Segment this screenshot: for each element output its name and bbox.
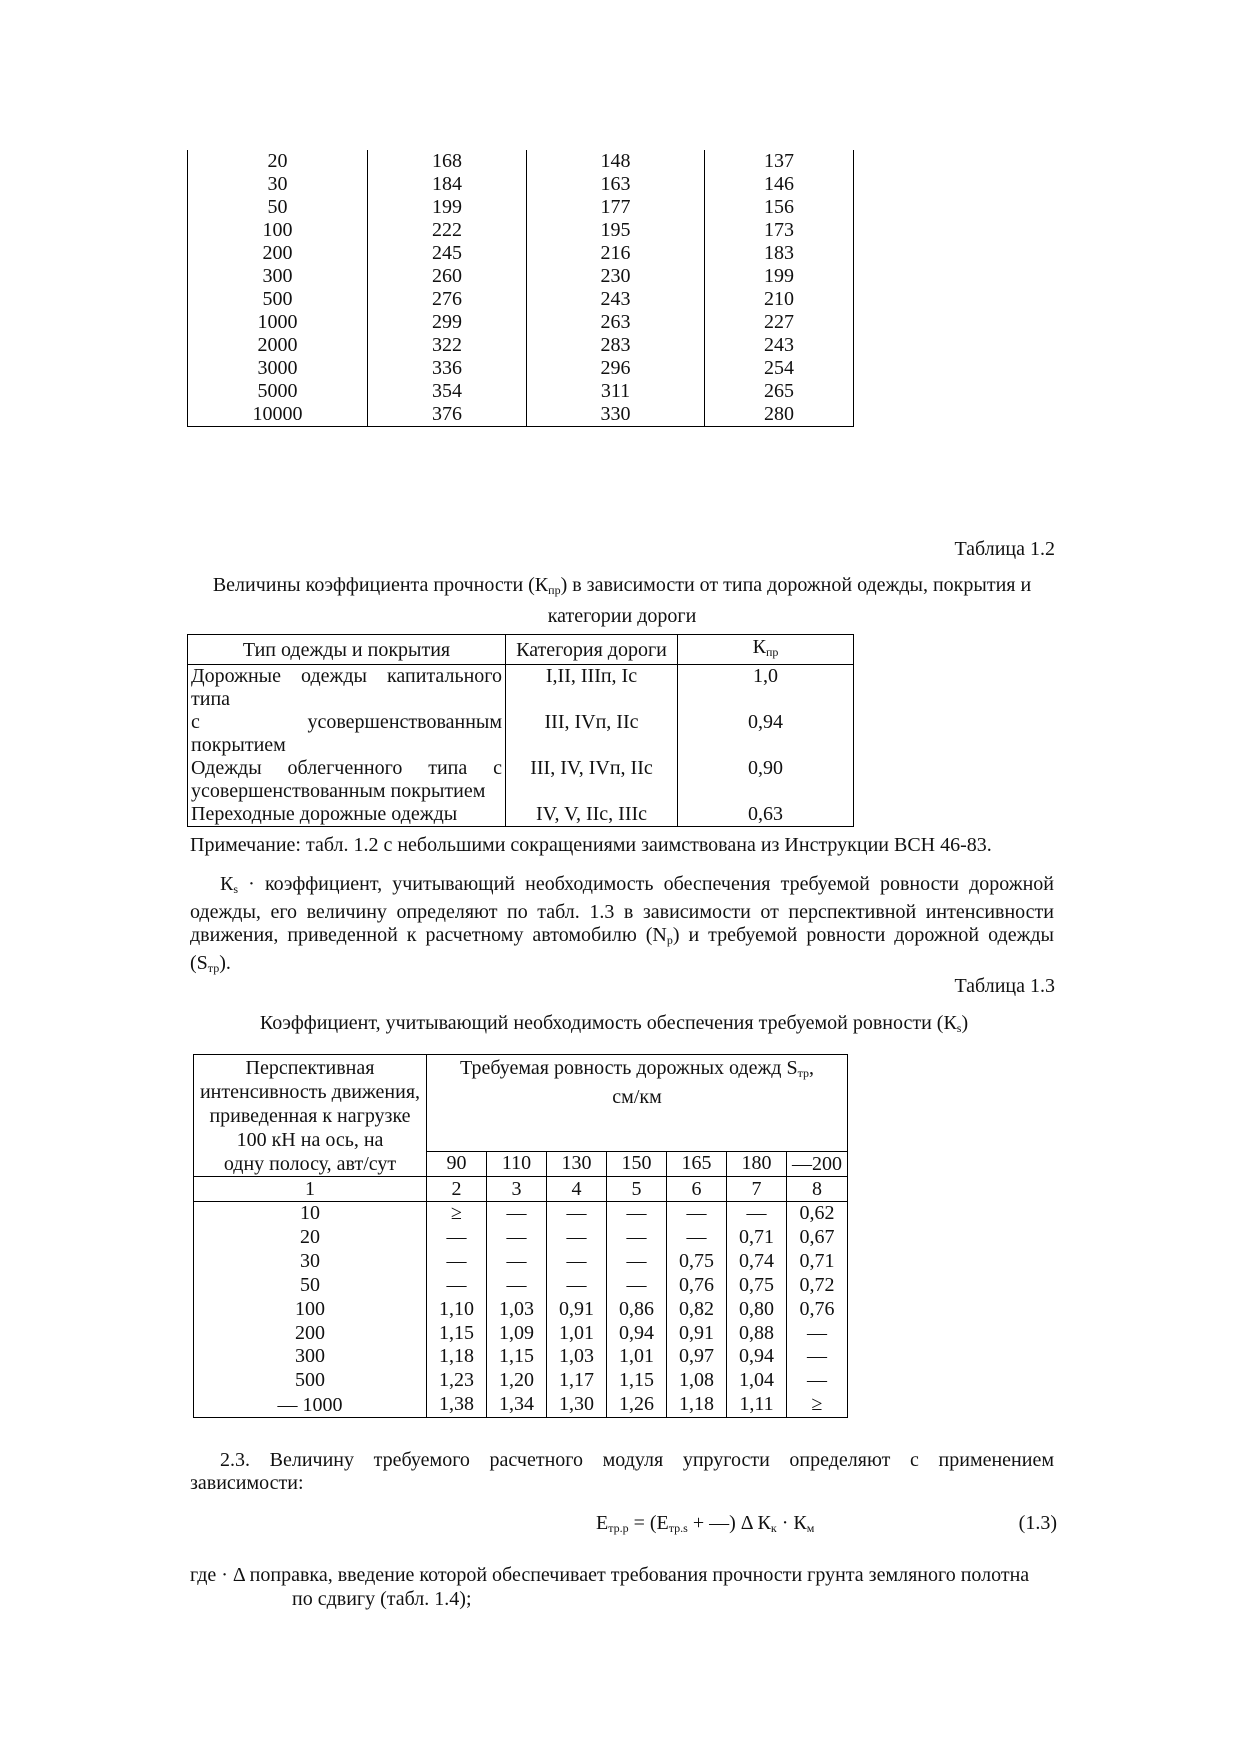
table-cell: 50 (188, 196, 368, 219)
header-roughness-text: , (809, 1057, 814, 1079)
cell-coefficient: 1,01 (547, 1322, 607, 1345)
cell-coefficient: — (547, 1202, 607, 1227)
table-row (194, 1298, 848, 1322)
cell-coefficient: 1,17 (547, 1369, 607, 1393)
roughness-value: 180 (727, 1151, 787, 1176)
cell-coefficient: — (727, 1202, 787, 1227)
cell-coefficient: 1,18 (667, 1393, 727, 1418)
table-cell: 227 (705, 311, 854, 334)
table-cell: 254 (705, 357, 854, 380)
table-row (194, 1274, 848, 1298)
table-cell: 10000 (188, 403, 368, 427)
table-row (188, 311, 854, 334)
cell-coefficient: — (787, 1322, 848, 1345)
header-intensity (194, 1055, 427, 1177)
table-1-2-label: Таблица 1.2 (954, 538, 1055, 560)
table-cell: 146 (705, 173, 854, 196)
cell-k: 1,0 (678, 665, 854, 712)
cell-coefficient: 0,91 (667, 1322, 727, 1345)
cell-coefficient: 1,15 (607, 1369, 667, 1393)
table-cell: 300 (188, 265, 368, 288)
cell-k: 0,63 (678, 803, 854, 827)
header-type: Тип одежды и покрытия (188, 635, 506, 665)
formula-part: + —) Δ К (687, 1512, 771, 1534)
cell-category: III, IV, IVп, IIc (506, 757, 678, 803)
table-row (188, 219, 854, 242)
table-row (194, 1226, 848, 1250)
np-subscript: р (666, 933, 673, 947)
cell-coefficient: 1,03 (487, 1298, 547, 1322)
table-cell: 20 (188, 150, 368, 173)
table-cell: 376 (368, 403, 527, 427)
table-row (194, 1345, 848, 1369)
table-cell: 276 (368, 288, 527, 311)
cell-coefficient: 0,72 (787, 1274, 848, 1298)
formula-1-3 (596, 1512, 814, 1536)
cell-coefficient: 0,71 (727, 1226, 787, 1250)
header-k (678, 635, 854, 665)
cell-coefficient: 0,62 (787, 1202, 848, 1227)
table-cell: 184 (368, 173, 527, 196)
cell-coefficient: — (427, 1274, 487, 1298)
paragraph-ks (190, 873, 1054, 980)
table-cell: 173 (705, 219, 854, 242)
table-1-2 (187, 634, 854, 827)
cell-intensity: 30 (194, 1250, 427, 1274)
table-cell: 168 (368, 150, 527, 173)
cell-coefficient: 1,04 (727, 1369, 787, 1393)
cell-coefficient: 0,80 (727, 1298, 787, 1322)
cell-coefficient: — (427, 1250, 487, 1274)
table-row (188, 380, 854, 403)
header-intensity-line: интенсивность движения, (199, 1081, 421, 1103)
table-cell: 199 (368, 196, 527, 219)
formula-part: = (Е (628, 1512, 669, 1534)
cell-coefficient: 1,26 (607, 1393, 667, 1418)
equation-number: (1.3) (1018, 1512, 1057, 1534)
formula-sub: тр.р (608, 1521, 629, 1535)
cell-coefficient: — (607, 1250, 667, 1274)
table-cell: 210 (705, 288, 854, 311)
cell-type-line2: покрытием (191, 734, 286, 756)
formula-part: Е (596, 1512, 609, 1534)
cell-category: III, IVп, IIc (506, 711, 678, 757)
ks-subscript: s (233, 882, 239, 896)
cell-coefficient: 1,34 (487, 1393, 547, 1418)
table-row (188, 173, 854, 196)
table-cell: 5000 (188, 380, 368, 403)
cell-k: 0,94 (678, 711, 854, 757)
header-roughness-text: Требуемая ровность дорожных одежд S (460, 1057, 798, 1079)
where-clause-line1: где · Δ поправка, введение которой обеспечивает требования прочности грунта земляного полотна (190, 1564, 1030, 1586)
table-1-2-caption (190, 572, 1054, 629)
table-cell: 216 (527, 242, 705, 265)
cell-coefficient: — (607, 1274, 667, 1298)
cell-coefficient: — (667, 1202, 727, 1227)
cell-coefficient: — (487, 1202, 547, 1227)
table-cell: 2000 (188, 334, 368, 357)
cell-coefficient: 1,15 (427, 1322, 487, 1345)
paragraph-text: ). (219, 952, 231, 974)
header-roughness (427, 1055, 848, 1152)
table-cell: 3000 (188, 357, 368, 380)
header-roughness-units: см/км (612, 1086, 662, 1108)
table-cell: 263 (527, 311, 705, 334)
cell-coefficient: 0,86 (607, 1298, 667, 1322)
table-1-3 (193, 1054, 848, 1418)
column-number: 8 (787, 1177, 848, 1202)
cell-coefficient: 1,03 (547, 1345, 607, 1369)
table-cell: 260 (368, 265, 527, 288)
cell-coefficient: 1,38 (427, 1393, 487, 1418)
cell-coefficient: 1,10 (427, 1298, 487, 1322)
cell-type (188, 803, 506, 827)
cell-category: I,II, IIIп, Ic (506, 665, 678, 712)
table-cell: 280 (705, 403, 854, 427)
cell-category: IV, V, IIc, IIIc (506, 803, 678, 827)
table-row (188, 711, 854, 757)
caption-text: Коэффициент, учитывающий необходимость обеспечения требуемой ровности (К (259, 1012, 957, 1034)
cell-coefficient: — (547, 1250, 607, 1274)
table-cell: 148 (527, 150, 705, 173)
table-cell: 330 (527, 403, 705, 427)
column-number: 3 (487, 1177, 547, 1202)
table-cell: 265 (705, 380, 854, 403)
cell-type-line1: Одежды облегченного типа с (191, 757, 502, 779)
header-intensity-line: приведенная к нагрузке (209, 1105, 411, 1127)
roughness-value: 150 (607, 1151, 667, 1176)
ks-symbol: К (220, 873, 234, 895)
cell-coefficient: 0,76 (667, 1274, 727, 1298)
table-row (188, 357, 854, 380)
cell-coefficient: — (547, 1274, 607, 1298)
cell-coefficient: 1,23 (427, 1369, 487, 1393)
cell-coefficient: 0,67 (787, 1226, 848, 1250)
table-cell: 336 (368, 357, 527, 380)
cell-coefficient: — (487, 1274, 547, 1298)
cell-coefficient: 0,97 (667, 1345, 727, 1369)
table-cell: 199 (705, 265, 854, 288)
table-row (188, 803, 854, 827)
cell-coefficient: 0,71 (787, 1250, 848, 1274)
cell-intensity: 200 (194, 1322, 427, 1345)
cell-coefficient: 0,75 (727, 1274, 787, 1298)
cell-coefficient: 1,08 (667, 1369, 727, 1393)
cell-intensity: — 1000 (194, 1393, 427, 1418)
cell-coefficient: 0,94 (727, 1345, 787, 1369)
where-clause-line2: по сдвигу (табл. 1.4); (292, 1588, 472, 1610)
table-cell: 195 (527, 219, 705, 242)
table-cell: 222 (368, 219, 527, 242)
cell-coefficient: 0,76 (787, 1298, 848, 1322)
table-cell: 163 (527, 173, 705, 196)
caption-text: ) (961, 1012, 969, 1034)
cell-type-line2: типа (191, 688, 231, 710)
cell-coefficient: — (667, 1226, 727, 1250)
cell-coefficient: 0,88 (727, 1322, 787, 1345)
section-2-3-text: 2.3. Величину требуемого расчетного модуля упругости определяют с применением зависимости: (190, 1449, 1054, 1494)
paragraph-text: · коэффициент, учитывающий необходимость обеспечения требуемой ровности дорожной одежды, его величину определяют по табл. 1.3 в зависимости от перспективной интенсивности движения, приведенной к расчетному автомобилю (N (190, 873, 1054, 946)
cell-coefficient: 1,20 (487, 1369, 547, 1393)
table-1-1 (187, 150, 854, 427)
table-cell: 243 (527, 288, 705, 311)
table-row (194, 1202, 848, 1227)
column-number: 2 (427, 1177, 487, 1202)
header-intensity-line: Перспективная (245, 1057, 375, 1079)
paragraph-text: ) и требуемой ровности дорожной одежды (S (190, 924, 1054, 974)
table-row (188, 288, 854, 311)
cell-coefficient: 1,15 (487, 1345, 547, 1369)
column-number: 6 (667, 1177, 727, 1202)
table-row (188, 757, 854, 803)
cell-coefficient: 0,94 (607, 1322, 667, 1345)
table-row (188, 196, 854, 219)
cell-coefficient: — (607, 1226, 667, 1250)
cell-type-line2: усовершенствованным покрытием (191, 780, 486, 802)
table-cell: 100 (188, 219, 368, 242)
table-row (194, 1322, 848, 1345)
header-roughness-sub: тр (797, 1066, 809, 1080)
cell-intensity: 100 (194, 1298, 427, 1322)
cell-coefficient: — (427, 1226, 487, 1250)
table-row (188, 150, 854, 173)
cell-coefficient: 0,82 (667, 1298, 727, 1322)
column-number: 7 (727, 1177, 787, 1202)
table-row (188, 265, 854, 288)
table-cell: 137 (705, 150, 854, 173)
table-row (188, 242, 854, 265)
table-row (194, 1250, 848, 1274)
table-row (188, 334, 854, 357)
table-cell: 283 (527, 334, 705, 357)
caption-subscript: s (956, 1021, 962, 1035)
table-cell: 245 (368, 242, 527, 265)
column-number: 1 (194, 1177, 427, 1202)
table-cell: 311 (527, 380, 705, 403)
table-row (194, 1369, 848, 1393)
caption-text: Величины коэффициента прочности (К (212, 574, 549, 596)
cell-coefficient: — (787, 1369, 848, 1393)
cell-intensity: 500 (194, 1369, 427, 1393)
header-intensity-line: 100 кН на ось, на (236, 1129, 384, 1151)
table-cell: 296 (527, 357, 705, 380)
cell-coefficient: — (487, 1250, 547, 1274)
column-number: 5 (607, 1177, 667, 1202)
roughness-value: 130 (547, 1151, 607, 1176)
table-1-3-label: Таблица 1.3 (954, 975, 1055, 997)
cell-coefficient: 1,30 (547, 1393, 607, 1418)
formula-part: · К (776, 1512, 807, 1534)
cell-coefficient: 0,75 (667, 1250, 727, 1274)
table-cell: 177 (527, 196, 705, 219)
cell-coefficient: 1,01 (607, 1345, 667, 1369)
cell-coefficient: ≥ (787, 1393, 848, 1418)
formula-sub: м (806, 1521, 815, 1535)
cell-intensity: 50 (194, 1274, 427, 1298)
str-subscript: тр (207, 961, 220, 975)
cell-intensity: 20 (194, 1226, 427, 1250)
cell-coefficient: 1,09 (487, 1322, 547, 1345)
roughness-value: 90 (427, 1151, 487, 1176)
cell-coefficient: — (487, 1226, 547, 1250)
table-cell: 299 (368, 311, 527, 334)
table-cell: 183 (705, 242, 854, 265)
cell-type-line1: Переходные дорожные одежды (191, 803, 458, 825)
table-cell: 30 (188, 173, 368, 196)
cell-coefficient: — (547, 1226, 607, 1250)
header-category: Категория дороги (506, 635, 678, 665)
table-1-3-caption (190, 1010, 1038, 1041)
cell-coefficient: ≥ (427, 1202, 487, 1227)
cell-type-line1: Дорожные одежды капитального (191, 665, 502, 687)
table-cell: 243 (705, 334, 854, 357)
table-1-2-note: Примечание: табл. 1.2 с небольшими сокращениями заимствована из Инструкции ВСН 46-83. (190, 834, 992, 856)
cell-coefficient: 0,91 (547, 1298, 607, 1322)
formula-sub: к (770, 1521, 777, 1535)
cell-coefficient: 0,74 (727, 1250, 787, 1274)
caption-text: ) в зависимости от типа дорожной одежды, покрытия и категории дороги (547, 574, 1032, 627)
cell-type-line1: с усовершенствованным (191, 711, 502, 733)
roughness-value: —200 (787, 1151, 848, 1176)
table-cell: 354 (368, 380, 527, 403)
table-row (194, 1393, 848, 1418)
cell-k: 0,90 (678, 757, 854, 803)
table-cell: 500 (188, 288, 368, 311)
cell-coefficient: — (607, 1202, 667, 1227)
column-number: 4 (547, 1177, 607, 1202)
caption-subscript: пр (548, 583, 561, 597)
table-row (188, 665, 854, 712)
header-k-sub: пр (765, 645, 779, 659)
cell-coefficient: 1,11 (727, 1393, 787, 1418)
cell-type (188, 711, 506, 757)
cell-type (188, 757, 506, 803)
cell-intensity: 10 (194, 1202, 427, 1227)
table-row (188, 403, 854, 427)
cell-coefficient: 1,18 (427, 1345, 487, 1369)
header-k-main: К (752, 636, 766, 658)
cell-type (188, 665, 506, 712)
table-cell: 322 (368, 334, 527, 357)
roughness-value: 165 (667, 1151, 727, 1176)
cell-coefficient: — (787, 1345, 848, 1369)
formula-sub: тр.s (668, 1521, 688, 1535)
table-cell: 156 (705, 196, 854, 219)
table-cell: 230 (527, 265, 705, 288)
table-cell: 200 (188, 242, 368, 265)
roughness-value: 110 (487, 1151, 547, 1176)
header-intensity-line: одну полосу, авт/сут (223, 1153, 397, 1175)
cell-intensity: 300 (194, 1345, 427, 1369)
table-cell: 1000 (188, 311, 368, 334)
